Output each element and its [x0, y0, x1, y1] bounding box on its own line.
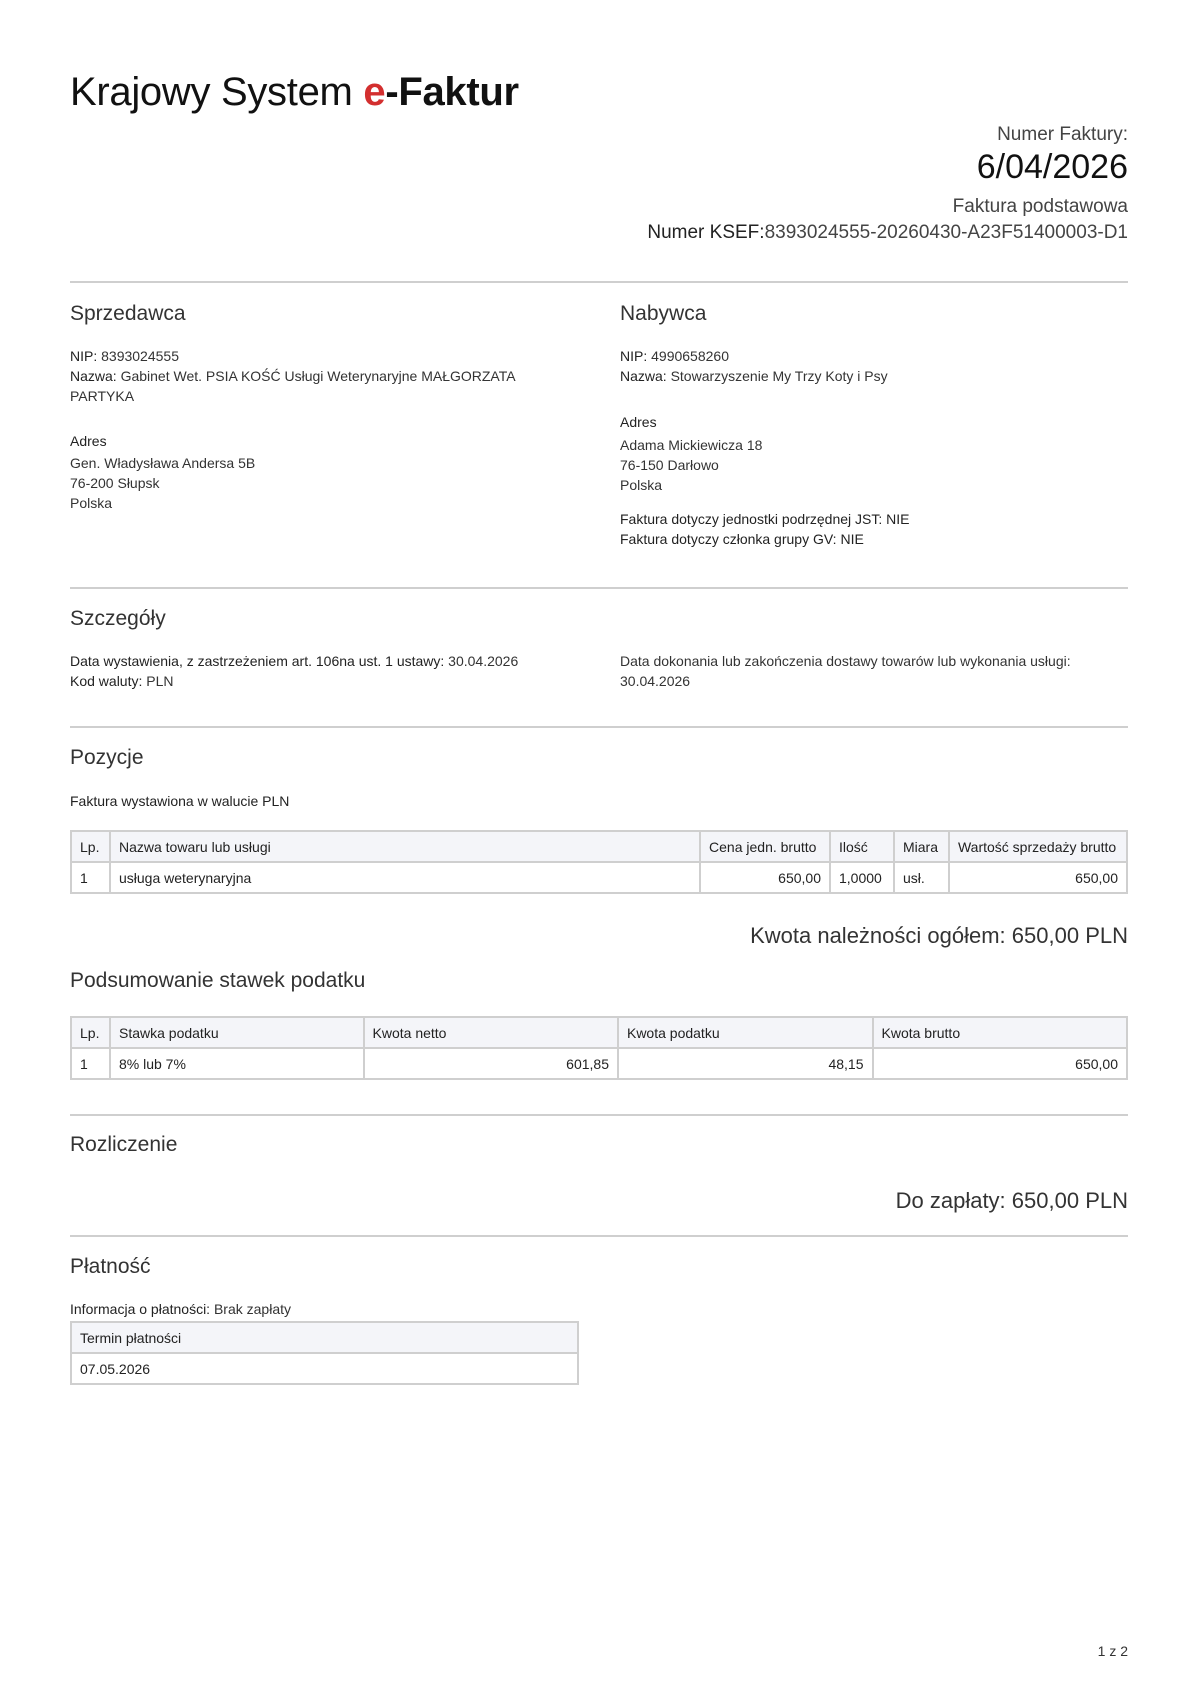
payment-term-table [70, 1321, 579, 1385]
col-header-tax-rate: Stawka podatku [110, 1017, 364, 1048]
col-header-payment-term: Termin płatności [71, 1322, 578, 1353]
col-header-tax: Kwota podatku [618, 1017, 873, 1048]
payment-title: Płatność [70, 1255, 151, 1278]
seller-address-title: Adres [70, 433, 107, 449]
logo-prefix: Krajowy System [70, 70, 364, 114]
col-header-gross-value: Wartość sprzedaży brutto [949, 831, 1127, 862]
ksef-number: 8393024555-20260430-A23F51400003-D1 [764, 222, 1128, 243]
currency-row [70, 671, 590, 691]
total-due-value: 650,00 PLN [1011, 923, 1128, 948]
col-header-unit: Miara [894, 831, 949, 862]
buyer-address-line: Adama Mickiewicza 18 [620, 437, 763, 453]
table-row [71, 1353, 578, 1384]
tax-summary-title: Podsumowanie stawek podatku [70, 969, 366, 992]
col-header-lp: Lp. [71, 831, 110, 862]
total-due-label: Kwota należności ogółem: [750, 923, 1006, 948]
seller-name-row [70, 366, 570, 406]
tax-net: 601,85 [364, 1048, 618, 1079]
details-right [620, 651, 1110, 691]
col-header-net: Kwota netto [364, 1017, 618, 1048]
seller-nip: 8393024555 [101, 348, 179, 364]
item-name: usługa weterynaryjna [110, 862, 700, 893]
payment-info [70, 1299, 570, 1319]
buyer-address-title: Adres [620, 414, 657, 430]
buyer-title: Nabywca [620, 302, 707, 325]
details-left [70, 651, 590, 691]
divider [70, 587, 1128, 589]
seller-address-line: 76-200 Słupsk [70, 475, 160, 491]
payment-term-date: 07.05.2026 [71, 1353, 578, 1384]
ksef-logo [70, 70, 519, 115]
seller-name-label: Nazwa: [70, 368, 117, 384]
col-header-name: Nazwa towaru lub usługi [110, 831, 700, 862]
divider [70, 281, 1128, 283]
buyer-name: Stowarzyszenie My Trzy Koty i Psy [670, 368, 888, 384]
gv-flag-label: Faktura dotyczy członka grupy GV: [620, 531, 837, 547]
buyer-nip: 4990658260 [651, 348, 729, 364]
seller-nip-label: NIP: [70, 348, 98, 364]
divider [70, 1114, 1128, 1116]
seller-nip-row [70, 346, 570, 366]
jst-flag-label: Faktura dotyczy jednostki podrzędnej JST: [620, 511, 883, 527]
invoice-number-label: Numer Faktury: [997, 124, 1128, 145]
divider [70, 1235, 1128, 1237]
payment-info-label: Informacja o płatności: [70, 1301, 211, 1317]
total-due [750, 923, 1128, 949]
seller-address [70, 453, 570, 513]
to-pay [896, 1188, 1128, 1214]
col-header-unit-price: Cena jedn. brutto [700, 831, 830, 862]
item-quantity: 1,0000 [830, 862, 894, 893]
buyer-block [620, 346, 1110, 386]
delivery-date: 30.04.2026 [620, 673, 691, 689]
gv-flag-value: NIE [840, 531, 864, 547]
invoice-type: Faktura podstawowa [952, 196, 1128, 217]
col-header-gross: Kwota brutto [873, 1017, 1128, 1048]
buyer-nip-label: NIP: [620, 348, 648, 364]
items-header-row [71, 831, 1127, 862]
jst-flag-value: NIE [886, 511, 910, 527]
tax-lp: 1 [71, 1048, 110, 1079]
gv-flag-row [620, 529, 1110, 549]
buyer-flags [620, 509, 1110, 549]
items-table [70, 830, 1128, 894]
ksef-number-line [647, 222, 1128, 244]
currency: PLN [146, 673, 174, 689]
buyer-address-line: Polska [620, 477, 663, 493]
details-title: Szczegóły [70, 607, 166, 630]
to-pay-label: Do zapłaty: [895, 1188, 1006, 1213]
seller-name: Gabinet Wet. PSIA KOŚĆ Usługi Weterynaryjne MAŁGORZATA PARTYKA [70, 368, 515, 404]
items-currency-note: Faktura wystawiona w walucie PLN [70, 793, 290, 809]
table-row [71, 862, 1127, 893]
col-header-quantity: Ilość [830, 831, 894, 862]
buyer-nip-row [620, 346, 1110, 366]
ksef-number-label: Numer KSEF: [647, 222, 765, 243]
seller-block [70, 346, 570, 406]
seller-title: Sprzedawca [70, 302, 186, 325]
to-pay-value: 650,00 PLN [1011, 1188, 1128, 1213]
tax-gross: 650,00 [873, 1048, 1128, 1079]
page-indicator: 1 z 2 [1097, 1643, 1128, 1659]
issue-date-label: Data wystawienia, z zastrzeżeniem art. 106na ust. 1 ustawy: [70, 653, 445, 669]
tax-summary-table [70, 1016, 1128, 1080]
issue-date-row [70, 651, 590, 671]
table-row [71, 1048, 1127, 1079]
payment-info-value: Brak zapłaty [213, 1301, 292, 1317]
item-unit-price: 650,00 [700, 862, 830, 893]
payment-term-header-row [71, 1322, 578, 1353]
divider [70, 726, 1128, 728]
item-unit: usł. [894, 862, 949, 893]
buyer-name-row [620, 366, 1110, 386]
tax-amount: 48,15 [618, 1048, 873, 1079]
delivery-date-label: Data dokonania lub zakończenia dostawy towarów lub wykonania usługi: [620, 653, 1071, 669]
settlement-title: Rozliczenie [70, 1133, 178, 1156]
invoice-number: 6/04/2026 [976, 148, 1128, 186]
col-header-lp: Lp. [71, 1017, 110, 1048]
item-lp: 1 [71, 862, 110, 893]
seller-address-line: Polska [70, 495, 113, 511]
tax-rate: 8% lub 7% [110, 1048, 364, 1079]
jst-flag-row [620, 509, 1110, 529]
logo-suffix: -Faktur [385, 70, 519, 114]
tax-header-row [71, 1017, 1127, 1048]
buyer-address [620, 435, 1110, 495]
issue-date: 30.04.2026 [448, 653, 519, 669]
items-title: Pozycje [70, 746, 144, 769]
buyer-name-label: Nazwa: [620, 368, 667, 384]
buyer-address-line: 76-150 Darłowo [620, 457, 719, 473]
logo-e-letter: e [363, 70, 386, 114]
seller-address-line: Gen. Władysława Andersa 5B [70, 455, 256, 471]
item-gross-value: 650,00 [949, 862, 1127, 893]
currency-label: Kod waluty: [70, 673, 143, 689]
